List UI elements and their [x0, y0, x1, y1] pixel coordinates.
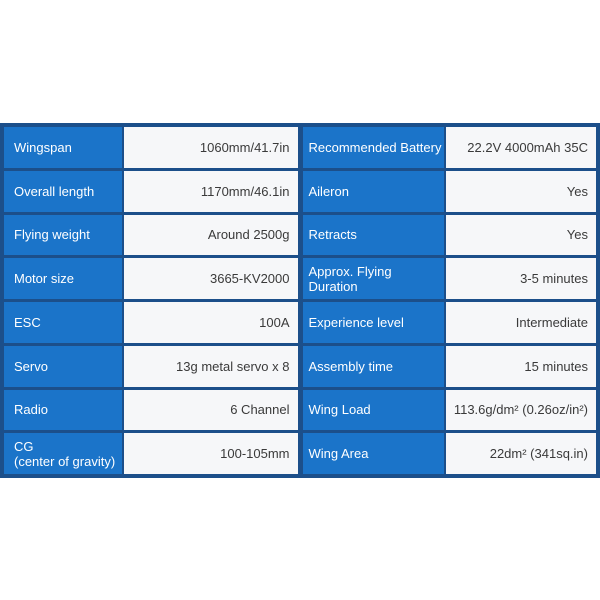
spec-row	[303, 258, 597, 299]
spec-table	[0, 123, 600, 478]
spec-value: Intermediate	[446, 302, 597, 343]
spec-row	[303, 390, 597, 431]
spec-label: Servo	[4, 346, 122, 387]
spec-row	[303, 127, 597, 168]
spec-value: 22dm² (341sq.in)	[446, 433, 597, 474]
spec-value: 1170mm/46.1in	[124, 171, 298, 212]
spec-row	[303, 171, 597, 212]
spec-label: Overall length	[4, 171, 122, 212]
spec-column-right	[303, 127, 597, 474]
spec-label: Radio	[4, 390, 122, 431]
spec-label: Assembly time	[303, 346, 444, 387]
spec-label: Recommended Battery	[303, 127, 444, 168]
spec-row	[4, 127, 298, 168]
spec-row	[4, 171, 298, 212]
spec-label: Motor size	[4, 258, 122, 299]
spec-value: 100-105mm	[124, 433, 298, 474]
spec-row	[4, 215, 298, 256]
spec-value: 3-5 minutes	[446, 258, 597, 299]
spec-row	[4, 390, 298, 431]
spec-row	[4, 346, 298, 387]
spec-row	[4, 302, 298, 343]
spec-value: 22.2V 4000mAh 35C	[446, 127, 597, 168]
spec-value: 15 minutes	[446, 346, 597, 387]
spec-row	[303, 215, 597, 256]
spec-row	[303, 302, 597, 343]
spec-value: 3665-KV2000	[124, 258, 298, 299]
spec-label: ESC	[4, 302, 122, 343]
spec-row	[303, 346, 597, 387]
spec-label: Wing Load	[303, 390, 444, 431]
spec-label: Wing Area	[303, 433, 444, 474]
spec-value: 6 Channel	[124, 390, 298, 431]
spec-value: Around 2500g	[124, 215, 298, 256]
spec-row	[4, 433, 298, 474]
spec-row	[303, 433, 597, 474]
spec-value: Yes	[446, 215, 597, 256]
spec-label: Flying weight	[4, 215, 122, 256]
spec-label: CG (center of gravity)	[4, 433, 122, 474]
spec-label: Experience level	[303, 302, 444, 343]
spec-label: Wingspan	[4, 127, 122, 168]
spec-value: 1060mm/41.7in	[124, 127, 298, 168]
spec-value: 113.6g/dm² (0.26oz/in²)	[446, 390, 597, 431]
spec-label: Approx. Flying Duration	[303, 258, 444, 299]
spec-value: 100A	[124, 302, 298, 343]
spec-label: Retracts	[303, 215, 444, 256]
spec-value: 13g metal servo x 8	[124, 346, 298, 387]
spec-row	[4, 258, 298, 299]
spec-column-left	[4, 127, 298, 474]
spec-value: Yes	[446, 171, 597, 212]
spec-label: Aileron	[303, 171, 444, 212]
